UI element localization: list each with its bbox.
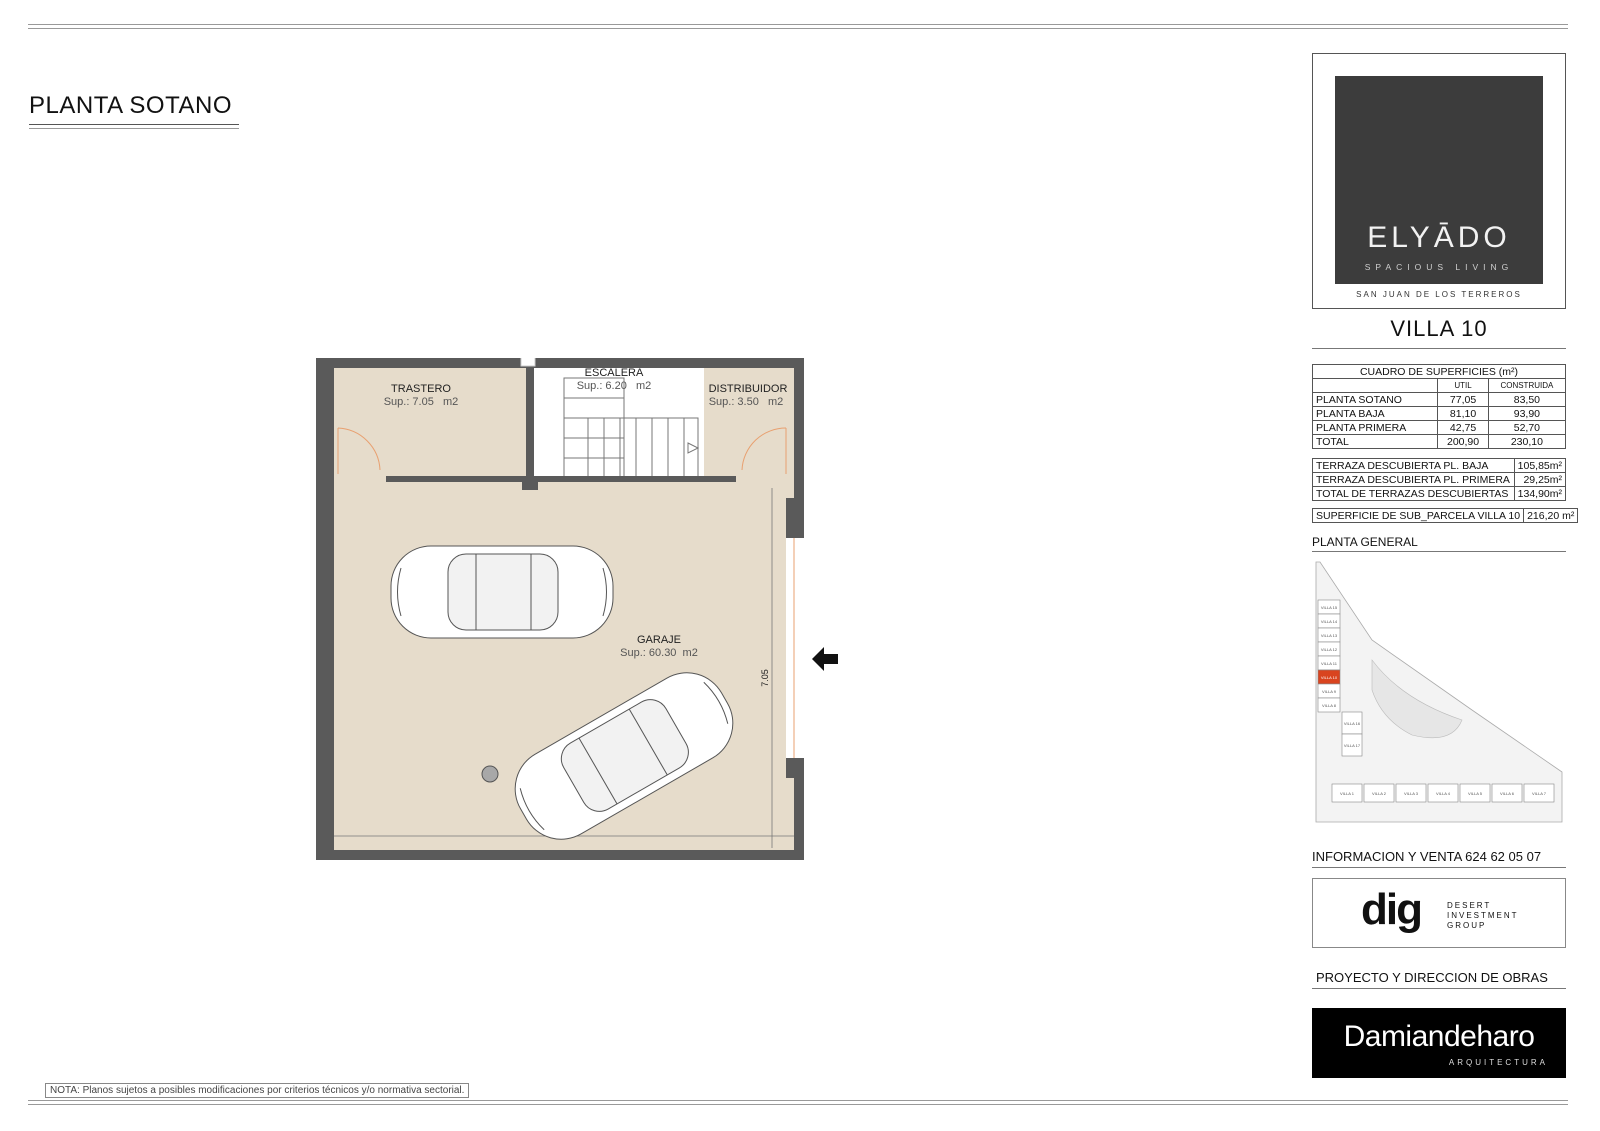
site-villas-left — [1318, 600, 1340, 712]
room-name-distribuidor: DISTRIBUIDOR — [708, 383, 788, 395]
site-lot-label: VILLA 11 — [1321, 661, 1337, 666]
project-rule — [1312, 988, 1566, 989]
entrance-arrow-icon — [812, 646, 840, 672]
table-row — [1313, 421, 1566, 435]
project-label: PROYECTO Y DIRECCION DE OBRAS — [1316, 970, 1548, 985]
car-1 — [391, 546, 613, 638]
site-lot-label: VILLA 7 — [1531, 791, 1547, 796]
developer-logo-box — [1312, 878, 1566, 948]
surfaces-row-label: PLANTA BAJA — [1313, 407, 1438, 421]
table-row — [1313, 487, 1566, 501]
site-lot-label: VILLA 2 — [1371, 791, 1387, 796]
title-underline-2 — [29, 128, 239, 129]
floor-plan — [316, 358, 816, 868]
dimension-label: 7.05 — [760, 669, 770, 687]
brand-logo-box — [1312, 53, 1566, 309]
site-villas-bottom — [1332, 784, 1554, 802]
room-area-garaje: Sup.: 60.30 m2 — [620, 647, 698, 659]
room-name-trastero: TRASTERO — [391, 383, 451, 395]
site-villas-right — [1342, 712, 1362, 756]
surfaces-row-construida: 93,90 — [1488, 407, 1565, 421]
developer-name: DESERT INVESTMENT GROUP — [1447, 901, 1519, 930]
site-lot-label: VILLA 13 — [1320, 633, 1338, 638]
developer-logo: dig — [1361, 885, 1421, 934]
architect-subtitle: ARQUITECTURA — [1448, 1058, 1548, 1067]
parcel-table — [1312, 508, 1578, 523]
surfaces-row-label: PLANTA PRIMERA — [1313, 421, 1438, 435]
disclaimer-note: NOTA: Planos sujetos a posibles modificaciones por criterios técnicos y/o normativa sectorial. — [45, 1083, 469, 1098]
room-area-distribuidor: Sup.: 3.50 m2 — [708, 396, 784, 408]
surfaces-header-blank — [1313, 379, 1438, 393]
table-row — [1313, 509, 1578, 523]
site-lot-label: VILLA 16 — [1343, 721, 1361, 726]
room-area-trastero: Sup.: 7.05 m2 — [383, 396, 459, 408]
brand-logo — [1335, 76, 1543, 284]
surfaces-row-construida: 83,50 — [1488, 393, 1565, 407]
frame-bottom-line-inner — [28, 1104, 1568, 1105]
surfaces-row-util: 77,05 — [1438, 393, 1488, 407]
table-row — [1313, 407, 1566, 421]
terrace-value: 105,85m² — [1514, 459, 1565, 473]
surfaces-row-util: 42,75 — [1438, 421, 1488, 435]
brand-name: ELYĀDO — [1367, 221, 1511, 254]
table-row — [1313, 473, 1566, 487]
surfaces-row-label: TOTAL — [1313, 435, 1438, 449]
villa-title: VILLA 10 — [1390, 316, 1488, 341]
title-underline — [29, 124, 239, 125]
villa-rule — [1312, 348, 1566, 349]
parcel-label: SUPERFICIE DE SUB_PARCELA VILLA 10 — [1313, 509, 1524, 523]
site-lot-label: VILLA 4 — [1435, 791, 1451, 796]
terrace-value: 134,90m² — [1514, 487, 1565, 501]
site-lot-label: VILLA 3 — [1403, 791, 1419, 796]
room-area-escalera: Sup.: 6.20 m2 — [576, 380, 652, 392]
surfaces-header-construida: CONSTRUIDA — [1488, 379, 1565, 393]
brand-tagline: SPACIOUS LIVING — [1364, 262, 1514, 272]
site-lot-label: VILLA 5 — [1467, 791, 1483, 796]
architect-logo: Damiandeharo — [1343, 1020, 1535, 1053]
frame-bottom-line — [28, 1100, 1568, 1101]
shaft — [521, 358, 535, 366]
wall-column — [522, 476, 538, 490]
info-sales-label: INFORMACION Y VENTA 624 62 05 07 — [1312, 849, 1542, 864]
site-lot-label: VILLA 1 — [1339, 791, 1355, 796]
wall-stair-left — [526, 368, 534, 486]
wall-door-jamb-bottom — [786, 758, 794, 778]
site-lot-label: VILLA 10 — [1320, 675, 1338, 680]
wall-interior-horizontal — [386, 476, 736, 482]
room-name-garaje: GARAJE — [636, 634, 682, 646]
room-name-escalera: ESCALERA — [584, 367, 644, 379]
terrace-label: TERRAZA DESCUBIERTA PL. PRIMERA — [1313, 473, 1515, 487]
surfaces-row-label: PLANTA SOTANO — [1313, 393, 1438, 407]
parcel-value: 216,20 m² — [1524, 509, 1578, 523]
site-lot-label: VILLA 17 — [1343, 743, 1361, 748]
site-lot-label: VILLA 12 — [1320, 647, 1338, 652]
page-title: PLANTA SOTANO — [29, 92, 232, 119]
surfaces-caption: CUADRO DE SUPERFICIES (m²) — [1313, 365, 1566, 379]
site-lot-label: VILLA 15 — [1320, 605, 1338, 610]
brand-location: SAN JUAN DE LOS TERREROS — [1356, 290, 1522, 299]
site-lot-label: VILLA 6 — [1499, 791, 1515, 796]
site-lot-label: VILLA 9 — [1321, 689, 1337, 694]
site-plan-rule — [1312, 551, 1566, 552]
frame-top-line — [28, 24, 1568, 25]
surfaces-row-util: 200,90 — [1438, 435, 1488, 449]
terrace-label: TOTAL DE TERRAZAS DESCUBIERTAS — [1313, 487, 1515, 501]
frame-top-line-inner — [28, 28, 1568, 29]
site-plan-map — [1312, 560, 1566, 828]
table-row — [1313, 393, 1566, 407]
surfaces-row-construida: 52,70 — [1488, 421, 1565, 435]
wall-door-jamb-top — [786, 498, 794, 538]
garage-door-opening — [786, 538, 806, 758]
terrace-value: 29,25m² — [1514, 473, 1565, 487]
surfaces-row-util: 81,10 — [1438, 407, 1488, 421]
terrace-label: TERRAZA DESCUBIERTA PL. BAJA — [1313, 459, 1515, 473]
architect-logo-box — [1312, 1008, 1566, 1078]
site-lot-label: VILLA 14 — [1320, 619, 1338, 624]
site-plan-label: PLANTA GENERAL — [1312, 535, 1418, 549]
surfaces-table — [1312, 364, 1566, 449]
site-lot-label: VILLA 8 — [1321, 703, 1337, 708]
table-row — [1313, 459, 1566, 473]
terraces-table — [1312, 458, 1566, 501]
surfaces-header-util: UTIL — [1438, 379, 1488, 393]
surfaces-row-construida: 230,10 — [1488, 435, 1565, 449]
info-rule — [1312, 867, 1566, 868]
floor-drain — [482, 766, 498, 782]
table-row — [1313, 435, 1566, 449]
